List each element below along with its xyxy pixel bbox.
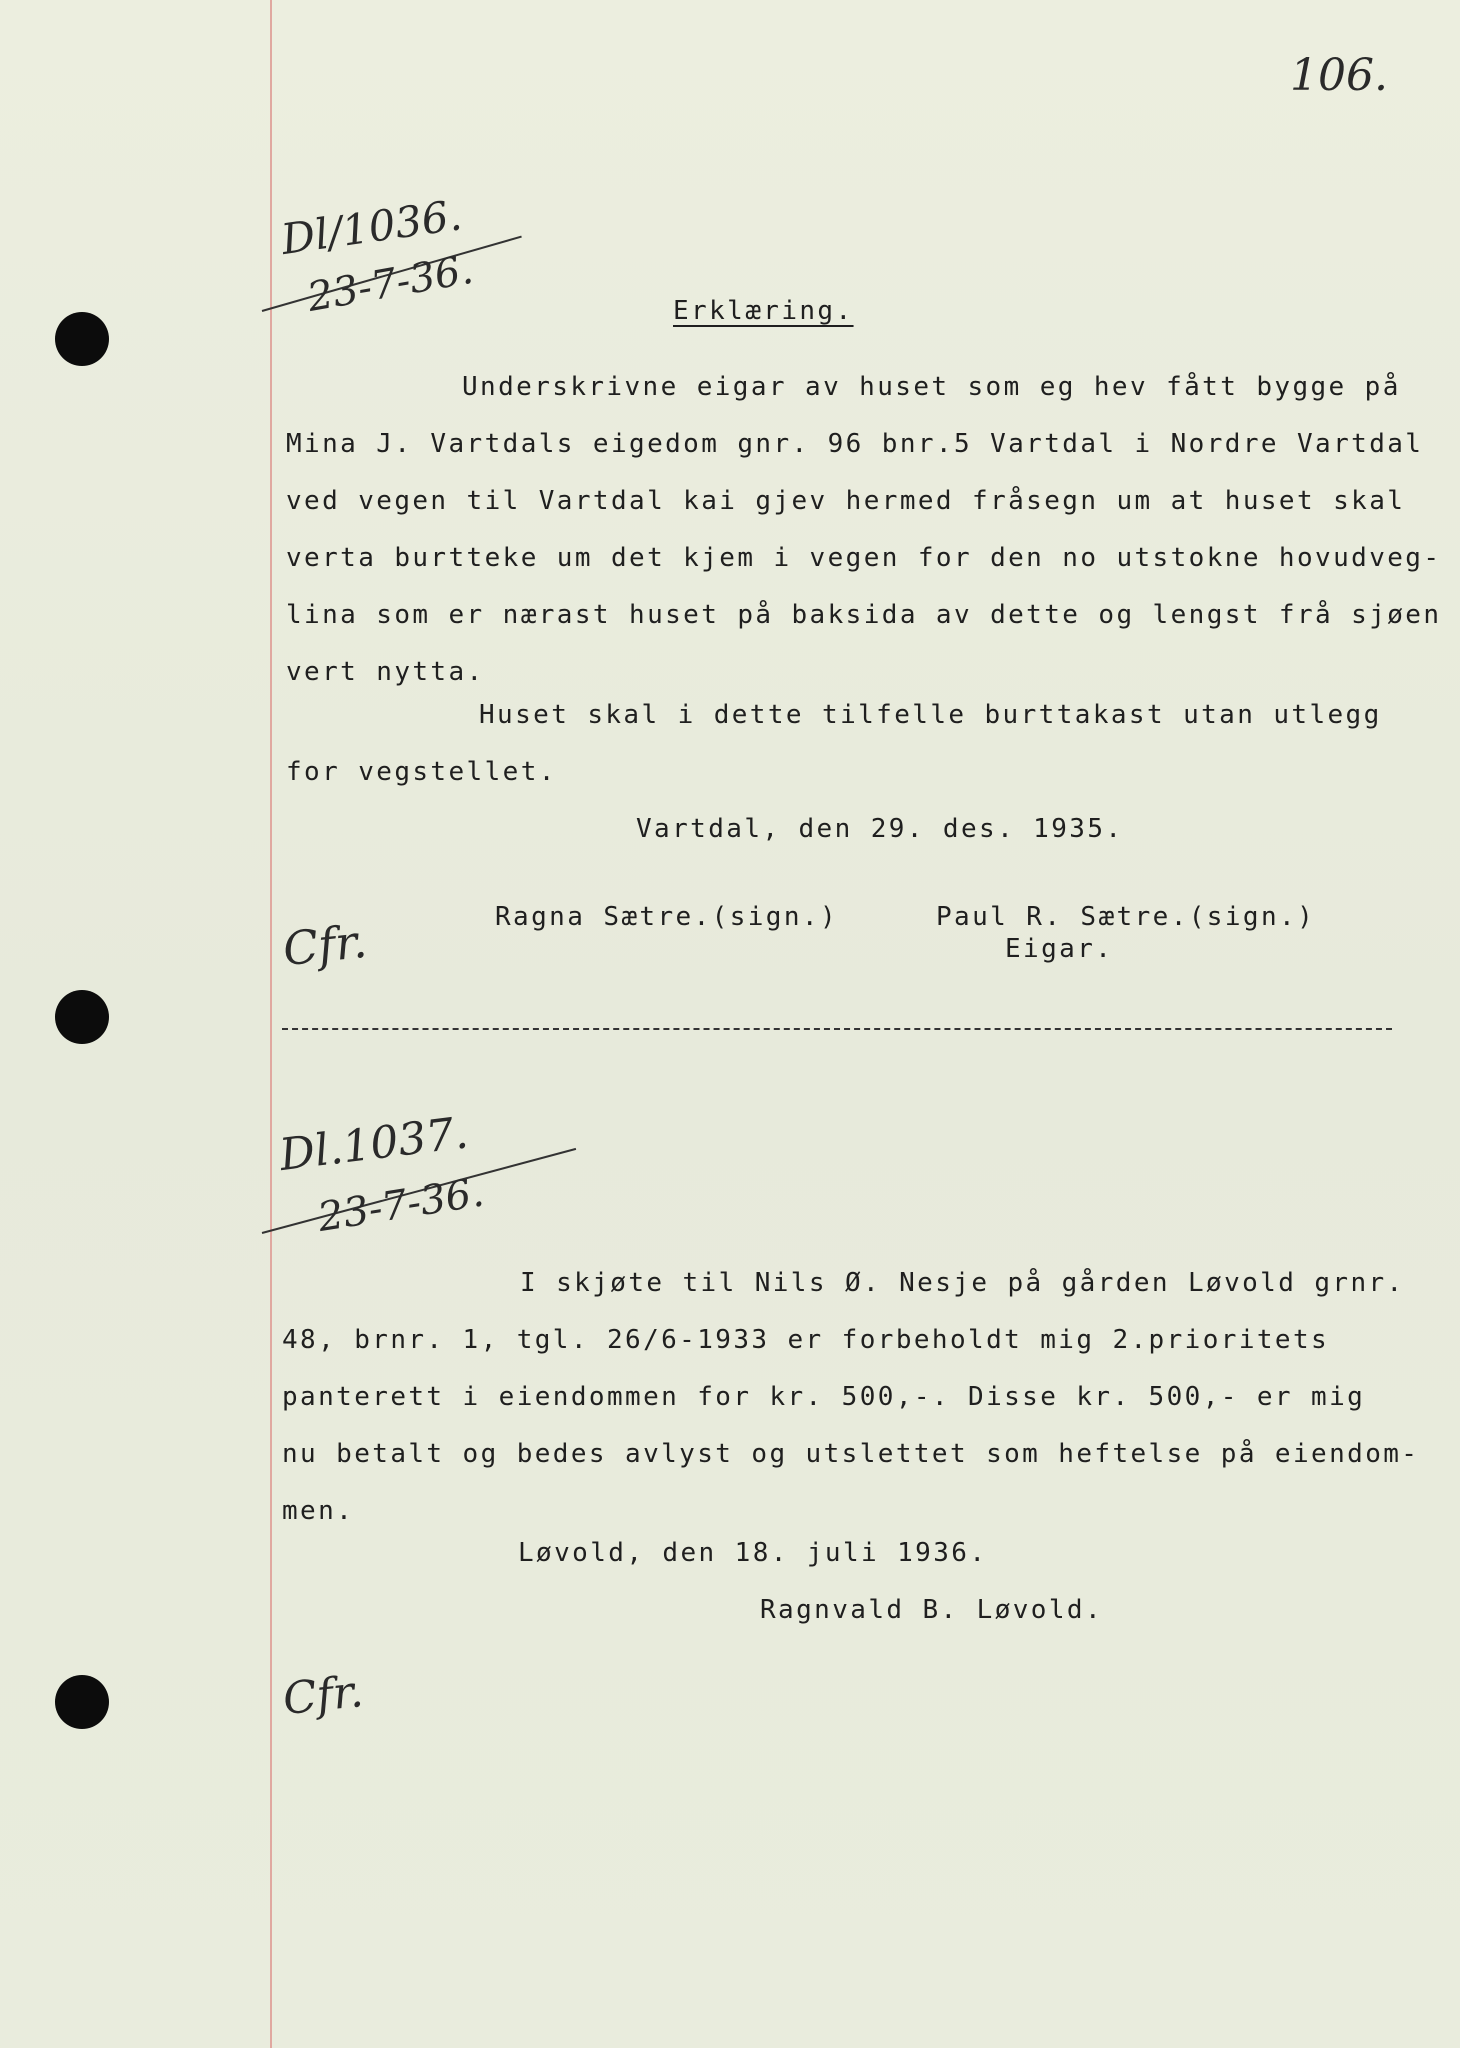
entry1-place-date: Vartdal, den 29. des. 1935. — [636, 814, 1124, 844]
entry2-ref-date: 23-7-36. — [314, 1169, 487, 1241]
punch-hole-bottom — [55, 1675, 109, 1729]
entry1-signature-right: Paul R. Sætre.(sign.) — [936, 902, 1316, 932]
entry1-line: Underskrivne eigar av huset som eg hev fått bygge på — [462, 372, 1401, 402]
entry1-line: verta burtteke um det kjem i vegen for den no utstokne hovudveg- — [286, 543, 1442, 573]
entry2-ref-number: Dl.1037. — [276, 1107, 471, 1181]
entry1-initials: Cfr. — [280, 913, 370, 977]
entry1-title: Erklæring. — [673, 296, 854, 326]
entry1-signature-left: Ragna Sætre.(sign.) — [495, 902, 839, 932]
entry1-line: ved vegen til Vartdal kai gjev hermed fråsegn um at huset skal — [286, 486, 1406, 516]
entry1-line: Mina J. Vartdals eigedom gnr. 96 bnr.5 Vartdal i Nordre Vartdal — [286, 429, 1424, 459]
punch-hole-top — [55, 312, 109, 366]
entry2-line: 48, brnr. 1, tgl. 26/6-1933 er forbeholdt mig 2.prioritets — [282, 1325, 1330, 1355]
entry1-line: Huset skal i dette tilfelle burttakast utan utlegg — [479, 700, 1382, 730]
entry1-ref-date: 23-7-36. — [304, 246, 477, 321]
entry2-line: I skjøte til Nils Ø. Nesje på gården Løvold grnr. — [520, 1268, 1405, 1298]
entry2-initials: Cfr. — [280, 1665, 366, 1726]
entry1-line: lina som er nærast huset på baksida av dette og lengst frå sjøen — [286, 600, 1442, 630]
page-number: 106. — [1290, 50, 1388, 101]
entry2-line: panterett i eiendommen for kr. 500,-. Disse kr. 500,- er mig — [282, 1382, 1366, 1412]
entry1-line: for vegstellet. — [286, 757, 557, 787]
entry1-ref-number: Dl/1036. — [278, 190, 465, 264]
entry2-signature: Ragnvald B. Løvold. — [760, 1595, 1104, 1625]
section-divider — [282, 1028, 1392, 1030]
entry2-place-date: Løvold, den 18. juli 1936. — [518, 1538, 988, 1568]
entry2-line: nu betalt og bedes avlyst og utslettet som heftelse på eiendom- — [282, 1439, 1420, 1469]
punch-hole-middle — [55, 990, 109, 1044]
entry1-line: vert nytta. — [286, 657, 485, 687]
entry2-line: men. — [282, 1496, 355, 1526]
entry1-signature-role: Eigar. — [1005, 934, 1114, 964]
